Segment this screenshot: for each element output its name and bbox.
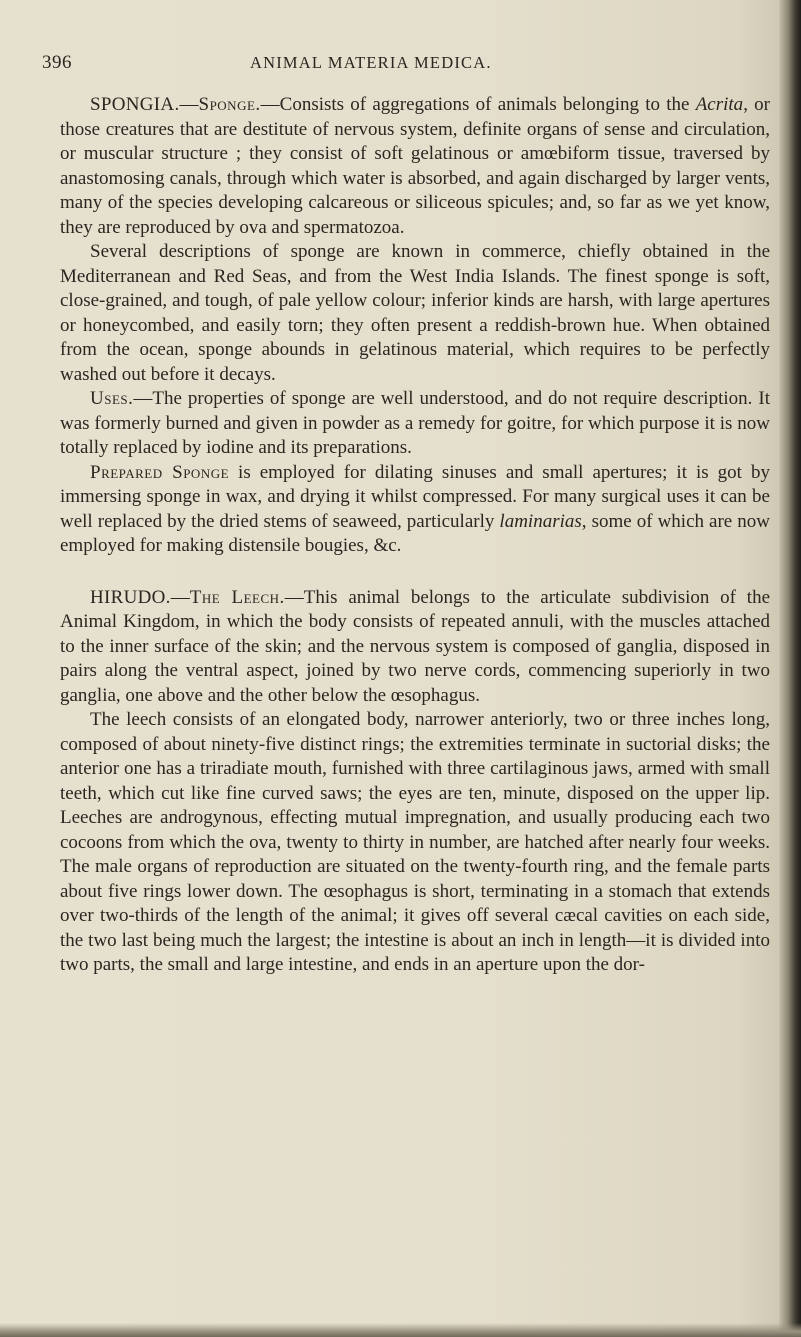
prepared-sponge-text-b: , some of which are now employed for making distensile bougies, &c. <box>60 510 771 556</box>
hirudo-heading: HIRUDO. <box>90 586 171 608</box>
laminarias-term: laminarias <box>499 510 582 532</box>
page-bottom-shadow <box>0 1323 801 1337</box>
spongia-commerce-paragraph: Several descriptions of sponge are known in commerce, chiefly obtained in the Mediterranean and Red Seas, and from the West India Islands. The finest sponge is soft, close-grained, and tough, of pale yellow colour; inferior kinds are harsh, with large apertures or honeycombed, and easily torn; they often present a reddish-brown hue. When obtained from the ocean, sponge abounds in gelatinous material, which requires to be perfectly washed out before it decays. <box>60 241 770 385</box>
spongia-intro-text-a: —Consists of aggregations of animals belonging to the <box>260 94 696 115</box>
section-gap <box>60 559 770 586</box>
spongia-intro-paragraph: SPONGIA.—Sponge.—Consists of aggregations of animals belonging to the Acrita, or those creatures that are destitute of nervous system, definite organs of sense and circulation, or muscular structure ; they consist of soft gelatinous or amœbiform tissue, traversed by anastomosing canals, through which water is absorbed, and again discharged by larger vents, many of the species developing calcareous or siliceous spicules; and, so far as we yet know, they are reproduced by ova and spermatozoa. <box>60 94 770 238</box>
running-title: ANIMAL MATERIA MEDICA. <box>250 53 492 72</box>
hirudo-english-name: The Leech. <box>189 586 285 608</box>
spongia-english-name: Sponge. <box>198 94 261 115</box>
spongia-genus: Acrita <box>695 94 744 115</box>
page-edge-shadow <box>779 0 801 1337</box>
spongia-intro-text-b: , or those creatures that are destitute of nervous system, definite organs of sense and circulation, or muscular structure ; they consist of soft gelatinous or amœbiform tissue, traversed by anastomosing canals, through which water is absorbed, and again discharged by larger vents, many of the species developing calcareous or siliceous spicules; and, so far as we yet know, they are reproduced by ova and spermatozoa. <box>60 94 770 238</box>
hirudo-anatomy-paragraph: The leech consists of an elongated body, narrower anteriorly, two or three inches long, composed of about ninety-five distinct rings; the extremities terminate in suctorial disks; the anterior one has a triradiate mouth, furnished with three cartilaginous jaws, armed with small teeth, which cut like fine curved saws; the eyes are ten, minute, disposed on the upper lip. Leeches are androgynous, effecting mutual impregnation, and usually producing each two cocoons from which the ova, twenty to thirty in number, are hatched after nearly four weeks. The male organs of reproduction are situated on the twenty-fourth ring, and the female parts about five rings lower down. The œsophagus is short, terminating in a stomach that extends over two-thirds of the length of the animal; it gives off several cæcal cavities on each side, the two last being much the largest; the intestine is about an inch in length—it is divided into two parts, the small and large intestine, and ends in an aperture upon the dor- <box>60 709 770 975</box>
spongia-uses-paragraph <box>60 387 770 461</box>
spongia-heading: SPONGIA. <box>90 94 180 115</box>
running-header <box>0 52 780 82</box>
body-text <box>60 93 770 978</box>
hirudo-intro-paragraph: HIRUDO.—The Leech.—This animal belongs to the articulate subdivision of the Animal Kingdom, in which the body consists of repeated annuli, with the muscles attached to the inner surface of the skin; and the nervous system is composed of ganglia, disposed in pairs along the ventral aspect, joined by two nerve cords, commencing superiorly in two ganglia, one above and the other below the œsophagus. <box>60 586 771 706</box>
prepared-sponge-label: Prepared Sponge <box>90 461 230 483</box>
hirudo-intro-text: —This animal belongs to the articulate subdivision of the Animal Kingdom, in which the body consists of repeated annuli, with the muscles attached to the inner surface of the skin; and the nervous system is composed of ganglia, disposed in pairs along the ventral aspect, joined by two nerve cords, commencing superiorly in two ganglia, one above and the other below the œsophagus. <box>60 586 771 706</box>
uses-text: —The properties of sponge are well understood, and do not require description. It was formerly burned and given in powder as a remedy for goitre, for which purpose it is now totally replaced by iodine and its preparations. <box>60 388 770 458</box>
prepared-sponge-paragraph <box>60 461 770 559</box>
uses-label: Uses. <box>90 388 134 409</box>
prepared-sponge-text-a: is employed for dilating sinuses and small apertures; it is got by immersing sponge in wax, and drying it whilst compressed. For many surgical uses it can be well replaced by the dried stems of seaweed, particularly <box>60 461 770 532</box>
page-number: 396 <box>42 52 72 73</box>
